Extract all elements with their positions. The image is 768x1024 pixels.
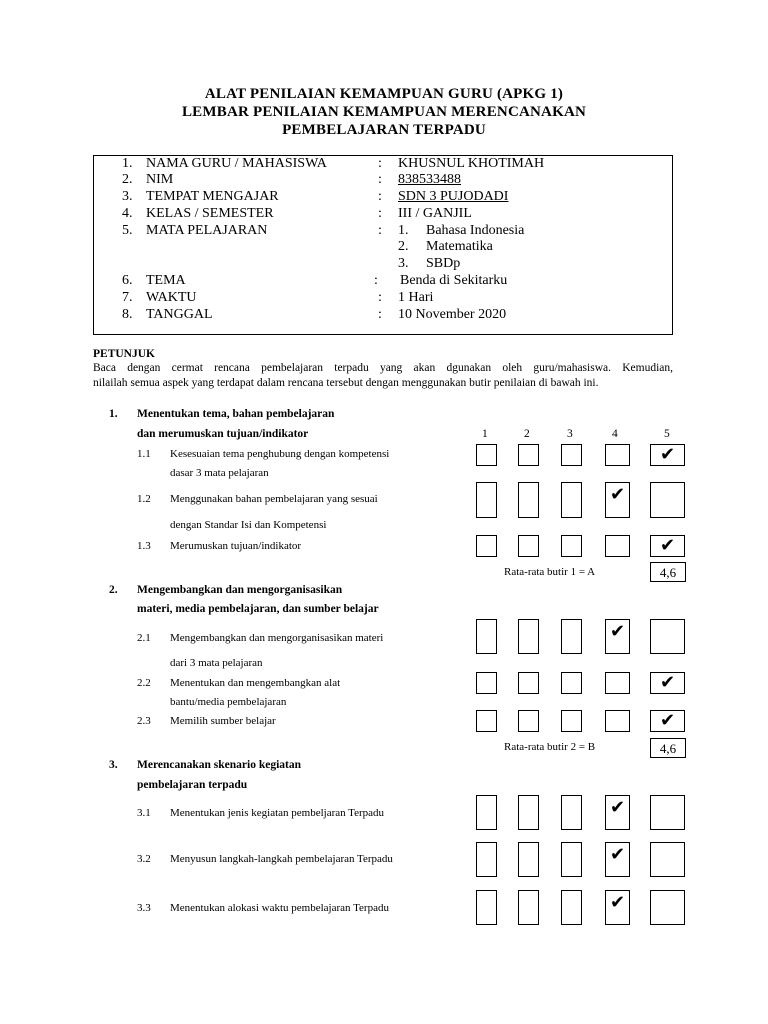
score-box-2[interactable] [518, 619, 539, 654]
instructions-text: Baca dengan cermat rencana pembelajaran terpadu yang akan dgunakan oleh guru/mahasiswa. Kemudian, [93, 362, 673, 374]
section-title: materi, media pembelajaran, dan sumber belajar [137, 603, 379, 615]
scale-label-4: 4 [612, 428, 618, 440]
identity-label-tempat: TEMPAT MENGAJAR [146, 189, 279, 204]
score-box-3[interactable] [561, 672, 582, 694]
identity-label-mapel: MATA PELAJARAN [146, 223, 268, 238]
identity-sep: : [378, 223, 382, 238]
identity-label-nim: NIM [146, 172, 174, 187]
subject-num: 3. [398, 256, 409, 271]
subject-name: Matematika [426, 239, 493, 254]
identity-sep: : [378, 290, 382, 305]
identity-label-tema: TEMA [146, 273, 186, 288]
score-box-5[interactable] [650, 444, 685, 466]
item-num: 1.2 [137, 493, 151, 505]
check-mark-icon: ✔ [609, 796, 626, 818]
score-row-1-2 [0, 22, 768, 58]
check-mark-icon: ✔ [659, 710, 676, 731]
instructions-text: nilailah semua aspek yang terdapat dalam rencana tersebut dengan menggunakan butir penilaian di bawah ini. [93, 377, 599, 389]
score-box-1[interactable] [476, 482, 497, 518]
score-box-3[interactable] [561, 795, 582, 830]
check-mark-icon: ✔ [609, 891, 626, 913]
item-text: dasar 3 mata pelajaran [170, 467, 269, 479]
identity-num: 4. [122, 206, 133, 221]
check-mark-icon: ✔ [609, 620, 626, 642]
check-mark-icon: ✔ [659, 672, 676, 693]
score-box-3[interactable] [561, 890, 582, 925]
item-text: Menyusun langkah-langkah pembelajaran Terpadu [170, 853, 393, 865]
identity-value-waktu: 1 Hari [398, 290, 434, 305]
item-text: Memilih sumber belajar [170, 715, 276, 727]
section-title: pembelajaran terpadu [137, 779, 248, 791]
score-box-2[interactable] [518, 535, 539, 557]
item-num: 2.1 [137, 632, 151, 644]
check-mark-icon: ✔ [659, 444, 676, 465]
score-box-2[interactable] [518, 842, 539, 877]
score-box-4[interactable] [605, 482, 630, 518]
item-text: Menentukan jenis kegiatan pembeljaran Terpadu [170, 807, 385, 819]
identity-num: 3. [122, 189, 133, 204]
subject-num: 1. [398, 223, 409, 238]
identity-sep: : [378, 156, 382, 171]
identity-value-kelas: III / GANJIL [398, 206, 472, 221]
section-title: Menentukan tema, bahan pembelajaran [137, 408, 335, 420]
score-box-1[interactable] [476, 672, 497, 694]
section-title: dan merumuskan tujuan/indikator [137, 428, 309, 440]
identity-sep: : [378, 172, 382, 187]
item-num: 1.3 [137, 540, 151, 552]
item-num: 3.3 [137, 902, 151, 914]
score-box-5[interactable] [650, 535, 685, 557]
item-num: 2.2 [137, 677, 151, 689]
item-text: Menentukan dan mengembangkan alat [170, 677, 341, 689]
form-title-line1: ALAT PENILAIAN KEMAMPUAN GURU (APKG 1) [204, 86, 564, 102]
average-label: Rata-rata butir 1 = A [504, 566, 596, 578]
subject-name: Bahasa Indonesia [426, 223, 525, 238]
score-box-2[interactable] [518, 890, 539, 925]
score-box-1[interactable] [476, 535, 497, 557]
identity-sep: : [378, 307, 382, 322]
instructions-heading: PETUNJUK [93, 348, 155, 360]
identity-value-tema: Benda di Sekitarku [400, 273, 508, 288]
identity-sep: : [378, 206, 382, 221]
score-box-5[interactable] [650, 672, 685, 694]
section-num: 3. [109, 759, 118, 771]
score-box-1[interactable] [476, 444, 497, 466]
score-box-4[interactable] [605, 842, 630, 877]
item-text: bantu/media pembelajaran [170, 696, 287, 708]
item-num: 1.1 [137, 448, 151, 460]
form-title-line2: LEMBAR PENILAIAN KEMAMPUAN MERENCANAKAN [181, 104, 587, 120]
identity-value-nim: 838533488 [398, 172, 461, 187]
identity-value-nama: KHUSNUL KHOTIMAH [398, 156, 545, 171]
score-box-4[interactable] [605, 890, 630, 925]
score-box-3[interactable] [561, 535, 582, 557]
score-box-4[interactable] [605, 795, 630, 830]
identity-label-kelas: KELAS / SEMESTER [146, 206, 274, 221]
score-box-2[interactable] [518, 710, 539, 732]
score-box-1[interactable] [476, 795, 497, 830]
identity-label-tanggal: TANGGAL [146, 307, 213, 322]
identity-label-waktu: WAKTU [146, 290, 197, 305]
check-mark-icon: ✔ [659, 535, 676, 556]
identity-label-nama: NAMA GURU / MAHASISWA [146, 156, 327, 171]
score-box-5[interactable] [650, 890, 685, 925]
identity-value-tanggal: 10 November 2020 [398, 307, 507, 322]
identity-num: 1. [122, 156, 133, 171]
identity-value-tempat: SDN 3 PUJODADI [398, 189, 509, 204]
score-box-3[interactable] [561, 619, 582, 654]
score-box-4[interactable] [605, 619, 630, 654]
score-row-1-3 [0, 58, 768, 80]
scale-label-1: 1 [482, 428, 488, 440]
score-box-5[interactable] [650, 710, 685, 732]
score-box-3[interactable] [561, 444, 582, 466]
identity-sep: : [378, 189, 382, 204]
score-box-1[interactable] [476, 619, 497, 654]
item-text: dari 3 mata pelajaran [170, 657, 263, 669]
identity-num: 5. [122, 223, 133, 238]
identity-num: 2. [122, 172, 133, 187]
section-num: 1. [109, 408, 118, 420]
score-box-5[interactable] [650, 482, 685, 518]
score-box-3[interactable] [561, 842, 582, 877]
check-mark-icon: ✔ [609, 843, 626, 865]
score-box-2[interactable] [518, 444, 539, 466]
score-box-4[interactable] [605, 444, 630, 466]
form-title-line3: PEMBELAJARAN TERPADU [282, 122, 486, 138]
check-mark-icon: ✔ [609, 483, 626, 505]
item-text: Menggunakan bahan pembelajaran yang sesuai [170, 493, 378, 505]
section-title: Merencanakan skenario kegiatan [137, 759, 301, 771]
score-box-3[interactable] [561, 482, 582, 518]
subject-num: 2. [398, 239, 409, 254]
scale-label-5: 5 [664, 428, 670, 440]
score-box-1[interactable] [476, 710, 497, 732]
score-box-1[interactable] [476, 890, 497, 925]
score-box-2[interactable] [518, 482, 539, 518]
item-text: Mengembangkan dan mengorganisasikan materi [170, 632, 384, 644]
item-text: Merumuskan tujuan/indikator [170, 540, 302, 552]
score-box-5[interactable] [650, 795, 685, 830]
subject-name: SBDp [426, 256, 461, 271]
scale-label-2: 2 [524, 428, 530, 440]
scale-label-3: 3 [567, 428, 573, 440]
identity-num: 6. [122, 273, 133, 288]
item-text: dengan Standar Isi dan Kompetensi [170, 519, 327, 531]
score-row-1-1 [0, 0, 768, 22]
identity-num: 7. [122, 290, 133, 305]
identity-num: 8. [122, 307, 133, 322]
average-value: 4,6 [650, 738, 686, 758]
score-box-5[interactable] [650, 842, 685, 877]
item-text: Menentukan alokasi waktu pembelajaran Terpadu [170, 902, 389, 914]
average-value: 4,6 [650, 562, 686, 582]
item-num: 3.2 [137, 853, 151, 865]
item-num: 3.1 [137, 807, 151, 819]
section-title: Mengembangkan dan mengorganisasikan [137, 584, 343, 596]
score-box-2[interactable] [518, 795, 539, 830]
identity-sep: : [374, 273, 378, 288]
score-box-5[interactable] [650, 619, 685, 654]
score-box-4[interactable] [605, 710, 630, 732]
average-label: Rata-rata butir 2 = B [504, 741, 596, 753]
item-num: 2.3 [137, 715, 151, 727]
score-box-1[interactable] [476, 842, 497, 877]
item-text: Kesesuaian tema penghubung dengan kompetensi [170, 448, 390, 460]
score-box-2[interactable] [518, 672, 539, 694]
score-box-3[interactable] [561, 710, 582, 732]
score-box-4[interactable] [605, 672, 630, 694]
score-box-4[interactable] [605, 535, 630, 557]
section-num: 2. [109, 584, 118, 596]
